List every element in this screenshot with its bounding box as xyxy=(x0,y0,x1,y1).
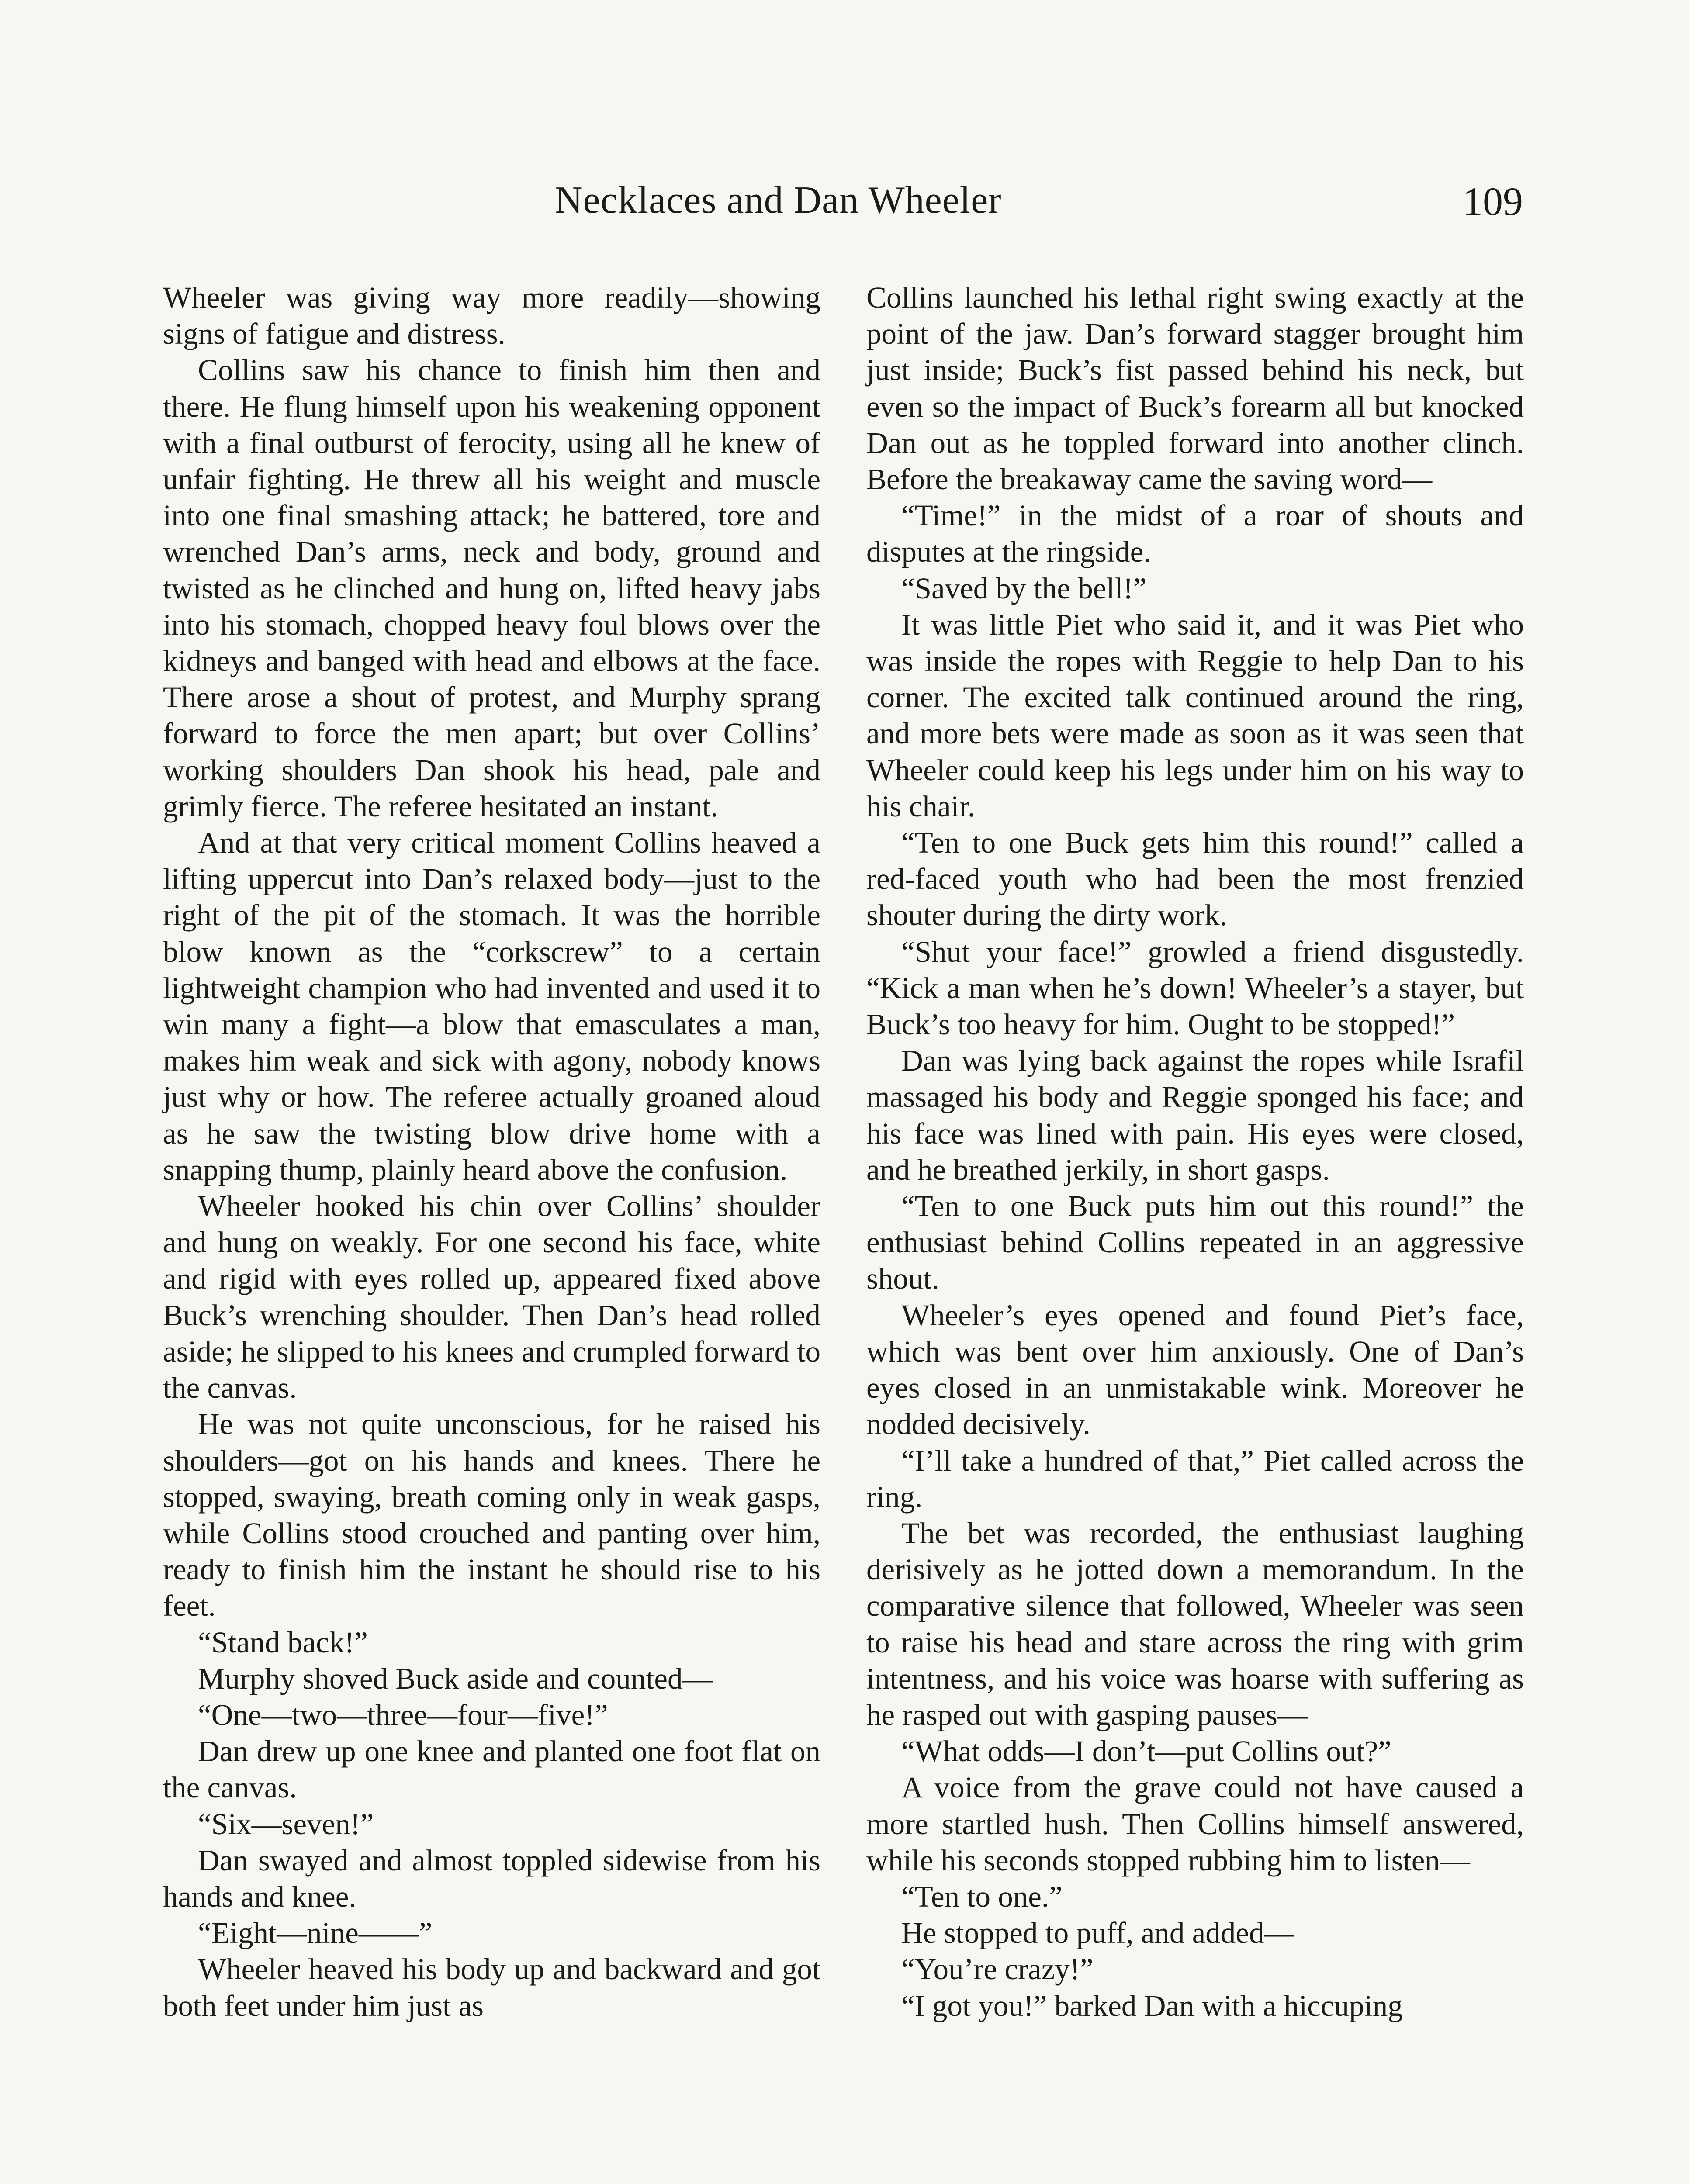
paragraph: It was little Piet who said it, and it was Piet who was inside the ropes with Reggie to help Dan to his corner. The excited talk continued around the ring, and more bets were made as soon as it was seen that Wheeler could keep his legs under him on his way to his chair. xyxy=(866,608,1524,823)
paragraph: “You’re crazy!” xyxy=(901,1952,1094,1986)
paragraph: “Stand back!” xyxy=(198,1625,368,1659)
paragraph: “Ten to one Buck puts him out this round!” the enthusiast behind Collins repeated in an aggressive shout. xyxy=(866,1189,1524,1296)
paragraph: Dan was lying back against the ropes while Israfil massaged his body and Reggie sponged his face; and his face was lined with pain. His eyes were closed, and he breathed jerkily, in short gasps. xyxy=(866,1044,1524,1186)
paragraph: And at that very critical moment Collins heaved a lifting uppercut into Dan’s relaxed body—just to the right of the pit of the stomach. It was the horrible blow known as the “corkscrew” to a certain lightweight champion who had invented and used it to win many a fight—a blow that emasculates a man, makes him weak and sick with agony, nobody knows just why or how. The referee actually groaned aloud as he saw the twisting blow drive home with a snapping thump, plainly heard above the confusion. xyxy=(163,826,820,1186)
paragraph: Dan drew up one knee and planted one foot flat on the canvas. xyxy=(163,1735,820,1804)
running-head: Necklaces and Dan Wheeler xyxy=(555,179,1002,221)
paragraph: Murphy shoved Buck aside and counted— xyxy=(198,1662,713,1695)
paragraph: Wheeler hooked his chin over Collins’ shoulder and hung on weakly. For one second his face, white and rigid with eyes rolled up, appeared fixed above Buck’s wrenching shoulder. Then Dan’s head rolled aside; he slipped to his knees and crumpled forward to the canvas. xyxy=(163,1189,820,1405)
paragraph: “Six—seven!” xyxy=(198,1807,374,1841)
paragraph: “Ten to one Buck gets him this round!” called a red-faced youth who had been the most frenzied shouter during the dirty work. xyxy=(866,826,1524,932)
paragraph: A voice from the grave could not have caused a more startled hush. Then Collins himself answered, while his seconds stopped rubbing him to listen— xyxy=(866,1771,1524,1877)
paragraph: “What odds—I don’t—put Collins out?” xyxy=(901,1735,1391,1768)
paragraph: Wheeler’s eyes opened and found Piet’s face, which was bent over him anxiously. One of Dan’s eyes closed in an unmistakable wink. Moreover he nodded decisively. xyxy=(866,1298,1524,1441)
paragraph: Dan swayed and almost toppled sidewise from his hands and knee. xyxy=(163,1843,820,1913)
paragraph: “Ten to one.” xyxy=(901,1880,1063,1913)
paragraph: He stopped to puff, and added— xyxy=(901,1916,1294,1950)
page-number: 109 xyxy=(1463,179,1523,224)
paragraph: “Saved by the bell!” xyxy=(901,571,1147,605)
paragraph: Collins launched his lethal right swing exactly at the point of the jaw. Dan’s forward stagger brought him just inside; Buck’s fist passed behind his neck, but even so the impact of Buck’s forearm all but knocked Dan out as he toppled forward into another clinch. Before the breakaway came the saving word— xyxy=(866,281,1524,496)
paragraph: “Shut your face!” growled a friend disgustedly. “Kick a man when he’s down! Wheeler’s a stayer, but Buck’s too heavy for him. Ought to be stopped!” xyxy=(866,935,1524,1041)
paragraph: “One—two—three—four—five!” xyxy=(198,1698,608,1731)
paragraph: “I’ll take a hundred of that,” Piet called across the ring. xyxy=(866,1444,1524,1514)
paragraph: He was not quite unconscious, for he raised his shoulders—got on his hands and knees. There he stopped, swaying, breath coming only in weak gasps, while Collins stood crouched and panting over him, ready to finish him the instant he should rise to his feet. xyxy=(163,1407,820,1623)
right-column xyxy=(866,280,1524,2024)
paragraph: “Eight—nine——” xyxy=(198,1916,433,1950)
paragraph: Wheeler was giving way more readily—showing signs of fatigue and distress. xyxy=(163,281,820,351)
paragraph: “Time!” in the midst of a roar of shouts and disputes at the ringside. xyxy=(866,499,1524,569)
paragraph: Collins saw his chance to finish him then and there. He flung himself upon his weakening opponent with a final outburst of ferocity, using all he knew of unfair fighting. He threw all his weight and muscle into one final smashing attack; he battered, tore and wrenched Dan’s arms, neck and body, ground and twisted as he clinched and hung on, lifted heavy jabs into his stomach, chopped heavy foul blows over the kidneys and banged with head and elbows at the face. There arose a shout of protest, and Murphy sprang forward to force the men apart; but over Collins’ working shoulders Dan shook his head, pale and grimly fierce. The referee hesitated an instant. xyxy=(163,353,820,823)
left-column xyxy=(163,280,820,2024)
paragraph: Wheeler heaved his body up and backward and got both feet under him just as xyxy=(163,1952,820,2022)
paragraph: The bet was recorded, the enthusiast laughing derisively as he jotted down a memorandum. In the comparative silence that followed, Wheeler was seen to raise his head and stare across the ring with grim intentness, and his voice was hoarse with suffering as he rasped out with gasping pauses— xyxy=(866,1516,1524,1731)
paragraph: “I got you!” barked Dan with a hiccuping xyxy=(901,1989,1403,2022)
